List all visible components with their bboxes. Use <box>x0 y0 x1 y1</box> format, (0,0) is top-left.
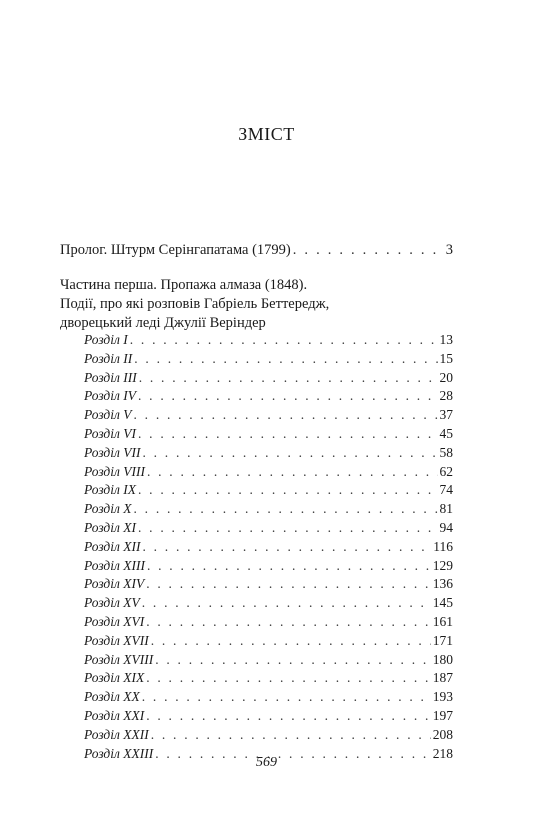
toc-entry-page: 28 <box>439 388 453 404</box>
toc-entry-label: Розділ VII <box>84 444 141 460</box>
chapter-list <box>84 331 453 763</box>
leader-dots <box>151 726 431 745</box>
part-heading-line: Частина перша. Пропажа алмаза (1848). <box>60 277 308 293</box>
toc-entry-label: Розділ XVI <box>84 613 145 629</box>
toc-entry-prologue <box>60 241 453 259</box>
toc-entry-page: 187 <box>432 670 453 686</box>
leader-dots <box>134 350 437 369</box>
toc-entry-label: Розділ XX <box>84 689 140 705</box>
toc-entry-label: Розділ VIII <box>84 463 145 479</box>
toc-entry-page: 58 <box>439 444 453 460</box>
toc-entry-page: 197 <box>432 707 453 723</box>
toc-entry-chapter <box>84 331 453 350</box>
toc-entry-label: Розділ V <box>84 407 132 423</box>
page-number: 569 <box>256 755 277 770</box>
toc-entry-chapter <box>84 500 453 519</box>
toc-entry-label: Розділ X <box>84 501 132 517</box>
toc-entry-label: Розділ XXIII <box>84 745 154 761</box>
page-title: ЗМІСТ <box>238 124 295 144</box>
toc-entry-label: Розділ XIII <box>84 557 145 573</box>
toc-entry-page: 218 <box>432 745 453 761</box>
toc-entry-page: 74 <box>439 482 453 498</box>
toc-entry-page: 13 <box>439 332 453 347</box>
leader-dots <box>138 519 437 538</box>
toc-entry-page: 208 <box>432 726 453 742</box>
toc-entry-chapter <box>84 350 453 369</box>
toc-entry-chapter <box>84 575 453 594</box>
toc-entry-chapter <box>84 688 453 707</box>
leader-dots <box>139 369 438 388</box>
toc-entry-chapter <box>84 387 453 406</box>
toc-entry-chapter <box>84 444 453 463</box>
toc-entry-label: Розділ XV <box>84 595 140 611</box>
leader-dots <box>138 425 437 444</box>
toc-entry-chapter <box>84 557 453 576</box>
toc-entry-label: Розділ IX <box>84 482 137 498</box>
toc-entry-page: 81 <box>439 501 453 517</box>
toc-entry-page: 136 <box>432 576 453 592</box>
leader-dots <box>143 538 432 557</box>
toc-entry-chapter <box>84 463 453 482</box>
leader-dots <box>146 575 431 594</box>
toc-entry-chapter <box>84 669 453 688</box>
leader-dots <box>130 331 438 350</box>
toc-entry-label: Розділ I <box>84 332 128 347</box>
toc-entry-page: 94 <box>439 519 453 535</box>
part-heading-line: дворецький леді Джулії Веріндер <box>60 315 266 331</box>
toc-entry-page: 180 <box>432 651 453 667</box>
toc-entry-label: Розділ XVII <box>84 632 149 648</box>
toc-entry-page: 145 <box>432 595 453 611</box>
leader-dots <box>147 557 431 576</box>
toc-entry-chapter <box>84 594 453 613</box>
toc-entry-chapter <box>84 651 453 670</box>
leader-dots <box>138 387 437 406</box>
leader-dots <box>155 651 431 670</box>
toc-entry-page: 62 <box>439 463 453 479</box>
toc-entry-label: Розділ XII <box>84 538 141 554</box>
toc-entry-page: 37 <box>439 407 453 423</box>
toc-entry-page: 129 <box>432 557 453 573</box>
toc-entry-page: 3 <box>445 242 453 258</box>
leader-dots <box>134 500 438 519</box>
toc-entry-chapter <box>84 707 453 726</box>
leader-dots <box>134 406 438 425</box>
toc-entry-label: Розділ VI <box>84 425 137 441</box>
toc-entry-chapter <box>84 726 453 745</box>
toc-entry-label: Розділ XIV <box>84 576 145 592</box>
part-one-heading <box>60 276 453 333</box>
leader-dots <box>146 669 431 688</box>
toc-entry-label: Розділ IV <box>84 388 137 404</box>
toc-entry-label: Пролог. Штурм Серінгапатама (1799) <box>60 242 291 258</box>
leader-dots <box>142 688 431 707</box>
leader-dots <box>143 444 438 463</box>
toc-entry-label: Розділ XVIII <box>84 651 154 667</box>
leader-dots <box>147 463 438 482</box>
leader-dots <box>146 707 431 726</box>
toc-entry-chapter <box>84 406 453 425</box>
toc-entry-label: Розділ III <box>84 369 137 385</box>
toc-entry-chapter <box>84 538 453 557</box>
toc-entry-page: 45 <box>439 425 453 441</box>
toc-entry-chapter <box>84 369 453 388</box>
toc-entry-page: 193 <box>432 689 453 705</box>
toc-entry-label: Розділ XIX <box>84 670 145 686</box>
toc-entry-chapter <box>84 425 453 444</box>
leader-dots <box>138 481 437 500</box>
toc-entry-page: 15 <box>439 350 453 366</box>
toc-entry-chapter <box>84 613 453 632</box>
toc-entry-page: 161 <box>432 613 453 629</box>
toc-entry-chapter <box>84 519 453 538</box>
leader-dots <box>146 613 431 632</box>
toc-entry-label: Розділ XI <box>84 519 137 535</box>
leader-dots <box>293 241 444 259</box>
leader-dots <box>151 632 431 651</box>
leader-dots <box>142 594 431 613</box>
toc-entry-chapter <box>84 481 453 500</box>
toc-entry-label: Розділ XXII <box>84 726 149 742</box>
part-heading-line: Події, про які розповів Габріель Беттередж, <box>60 296 330 312</box>
toc-entry-label: Розділ XXI <box>84 707 145 723</box>
toc-entry-page: 20 <box>439 369 453 385</box>
toc-entry-label: Розділ II <box>84 350 133 366</box>
toc-entry-page: 171 <box>432 632 453 648</box>
toc-entry-page: 116 <box>433 538 453 554</box>
toc-entry-chapter <box>84 632 453 651</box>
